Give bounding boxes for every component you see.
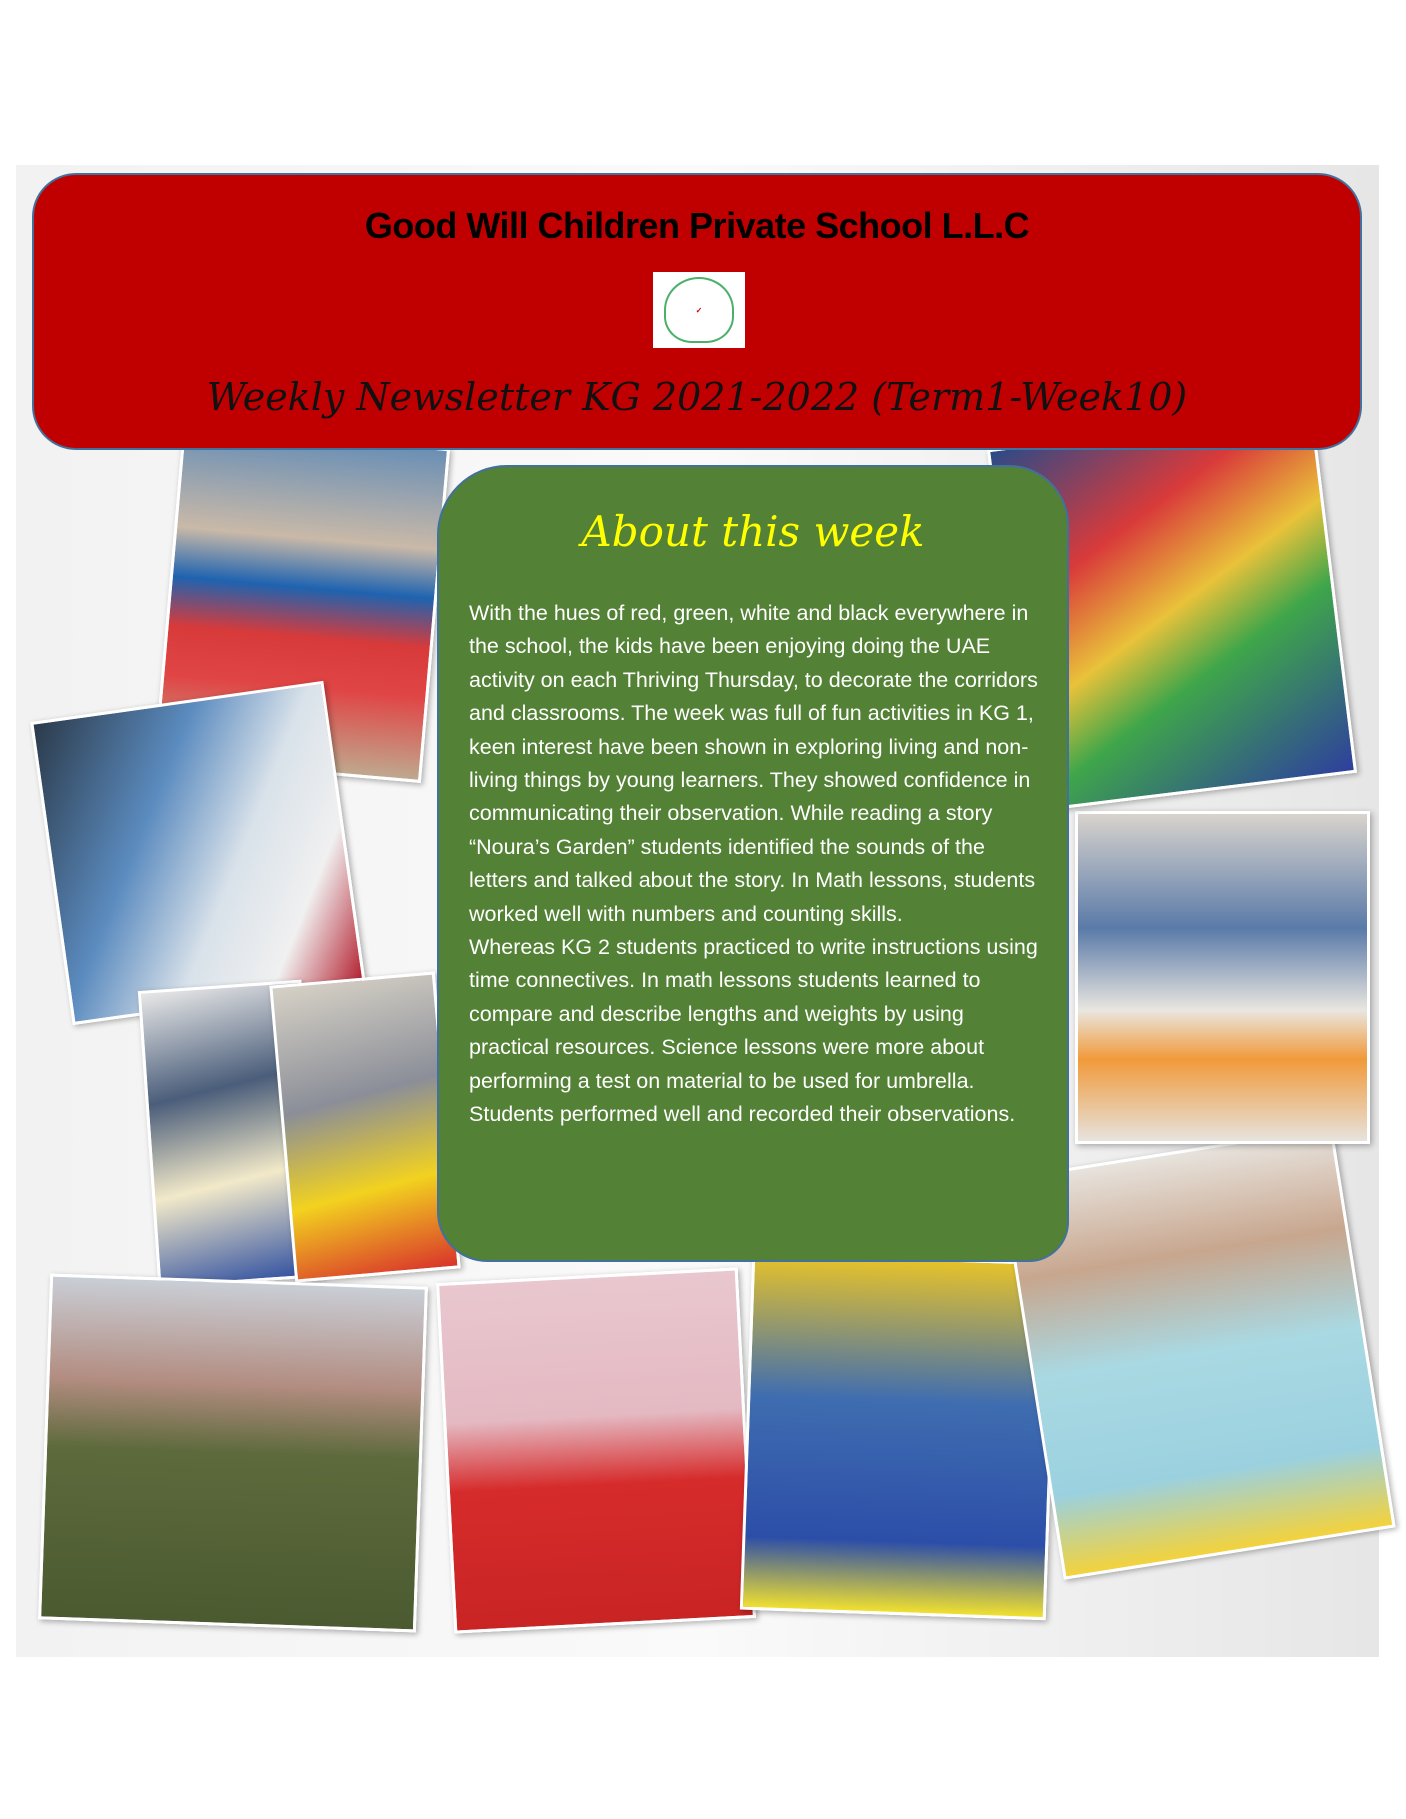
newsletter-title: Weekly Newsletter KG 2021-2022 (Term1-Week10) — [206, 375, 1188, 419]
about-body — [469, 597, 1049, 1132]
photo-kids-on-bikes — [38, 1274, 428, 1633]
about-this-week-box — [437, 465, 1069, 1262]
logo-emblem-icon: ✓ — [664, 277, 734, 343]
about-title: About this week — [581, 507, 925, 556]
photo-boy-with-trolley — [740, 1252, 1058, 1620]
photo-umbrella-material-test — [436, 1267, 756, 1633]
photo-boy-counting-blocks — [269, 971, 460, 1282]
about-paragraph: With the hues of red, green, white and black everywhere in the school, the kids have been enjoying doing the UAE activity on each Thriving Thursday, to decorate the corridors and classrooms. The week was full of fun activities in KG 1, keen interest have been shown in exploring living and non-living things by young learners. They showed confidence in communicating their observation. While reading a story “Noura’s Garden” students identified the sounds of the letters and talked about the story. In Math lessons, students worked well with numbers and counting skills. — [469, 601, 1038, 926]
header-banner — [32, 173, 1362, 450]
photo-boy-at-desk — [30, 681, 366, 1025]
school-name: Good Will Children Private School L.L.C — [364, 205, 1030, 246]
about-paragraph: Whereas KG 2 students practiced to write instructions using time connectives. In math lessons students learned to compare and describe lengths and weights by using practical resources. Science lessons were more about performing a test on material to be used for umbrella. Students performed well and recorded their observations. — [469, 935, 1038, 1127]
photo-girl-beads — [1075, 811, 1370, 1144]
school-logo — [653, 272, 745, 348]
